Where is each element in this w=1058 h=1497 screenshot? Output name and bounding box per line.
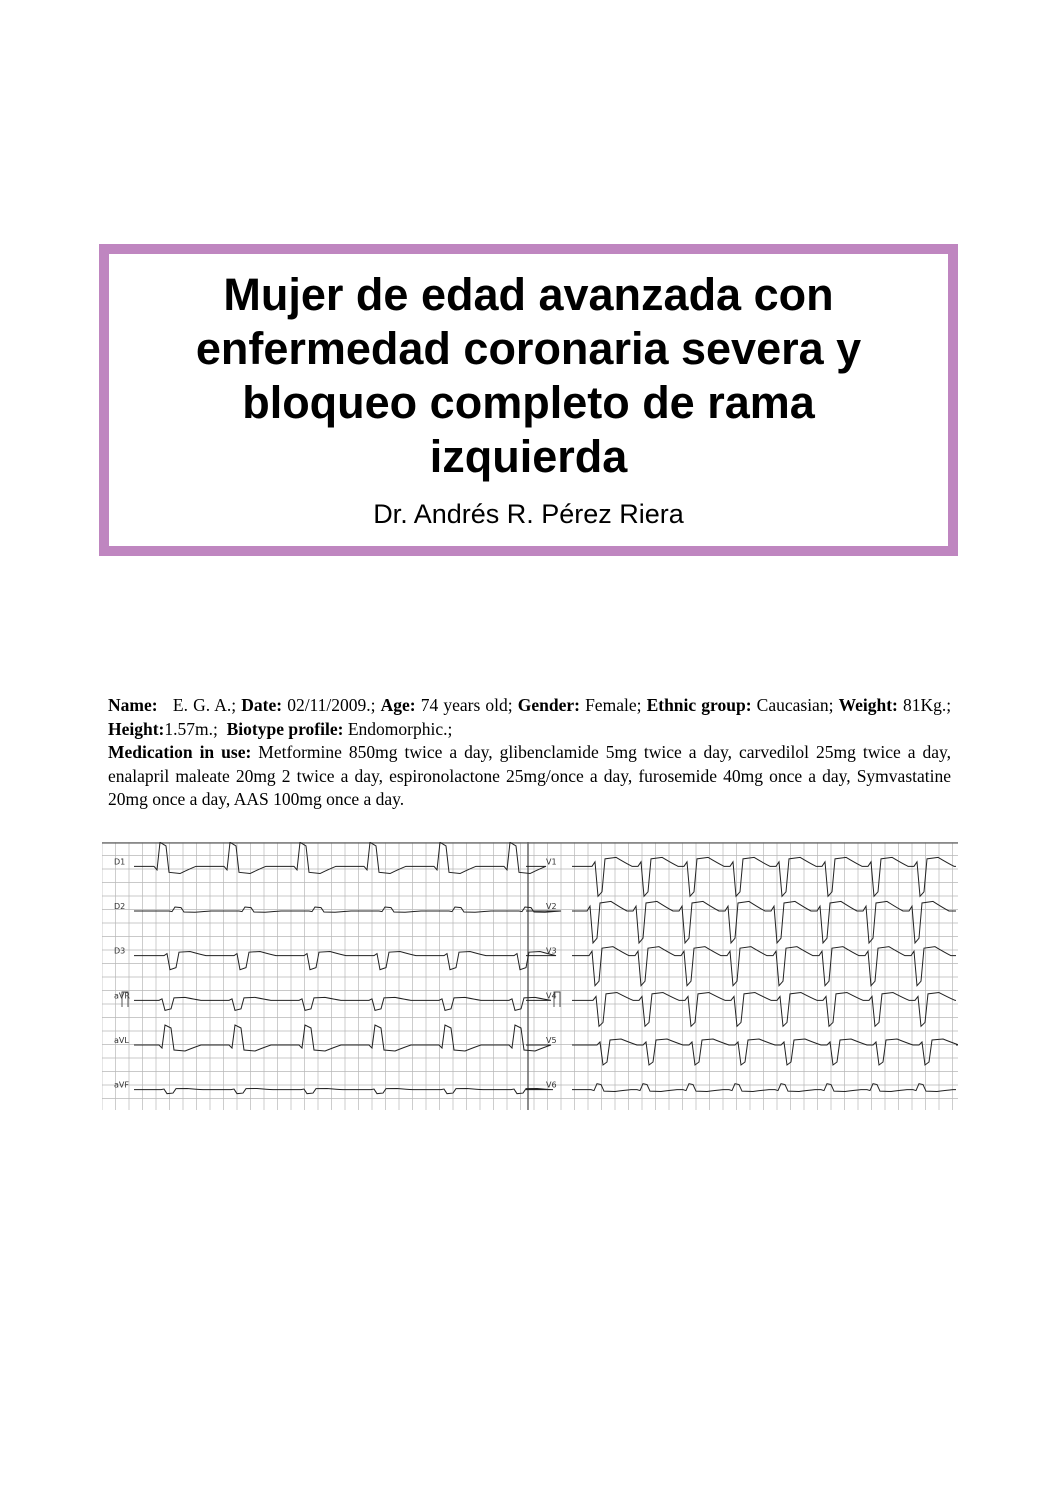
lead-label-V3: V3 <box>546 946 557 956</box>
lead-label-V4: V4 <box>546 991 557 1001</box>
height-value: 1.57m.; <box>164 718 218 739</box>
lead-label-V2: V2 <box>546 902 557 911</box>
lead-label-V1: V1 <box>546 857 557 867</box>
ethnic-value: Caucasian; <box>756 695 834 715</box>
lead-label-aVF: aVF <box>114 1080 129 1090</box>
ecg-svg <box>102 842 958 1110</box>
ethnic-label: Ethnic group: <box>646 695 752 715</box>
title-line: Mujer de edad avanzada con <box>223 269 834 320</box>
biotype-value: Endomorphic.; <box>347 718 453 739</box>
lead-label-V5: V5 <box>546 1036 557 1045</box>
lead-label-aVR: aVR <box>114 991 130 1001</box>
weight-value: 81Kg.; <box>903 695 952 715</box>
lead-label-D2: D2 <box>114 902 126 911</box>
name-value: E. G. A.; <box>172 695 237 715</box>
name-label: Name: <box>108 695 158 715</box>
lead-label-aVL: aVL <box>114 1036 129 1045</box>
title-line: enfermedad coronaria severa y <box>195 323 862 374</box>
gender-value: Female; <box>585 695 642 715</box>
lead-label-V6: V6 <box>546 1080 557 1090</box>
document-title <box>129 268 928 484</box>
weight-label: Weight: <box>838 695 898 715</box>
date-value: 02/11/2009.; <box>287 695 376 715</box>
gender-label: Gender: <box>517 695 580 715</box>
medication-label: Medication in use: <box>108 742 252 762</box>
height-label: Height: <box>108 718 165 739</box>
age-value: 74 years old; <box>420 695 513 715</box>
lead-label-D1: D1 <box>114 857 126 867</box>
lead-label-D3: D3 <box>114 946 126 956</box>
title-box <box>99 244 958 556</box>
ecg-tracing <box>102 842 958 1110</box>
author-name: Dr. Andrés R. Pérez Riera <box>373 499 684 529</box>
title-line: bloqueo completo de rama <box>242 377 815 428</box>
date-label: Date: <box>241 695 283 715</box>
age-label: Age: <box>380 695 416 715</box>
biotype-label: Biotype profile: <box>226 718 344 739</box>
patient-info <box>108 694 951 812</box>
title-line: izquierda <box>429 431 628 482</box>
medication-value: Metformine 850mg twice a day, glibenclamide 5mg twice a day, carvedilol 25mg twice a day, enalapril maleate 20mg 2 twice a day, espironolactone 25mg/once a day, furosemide 40mg once a day, Symvastatine 20mg once a day, AAS 100mg once a day. <box>108 742 951 809</box>
